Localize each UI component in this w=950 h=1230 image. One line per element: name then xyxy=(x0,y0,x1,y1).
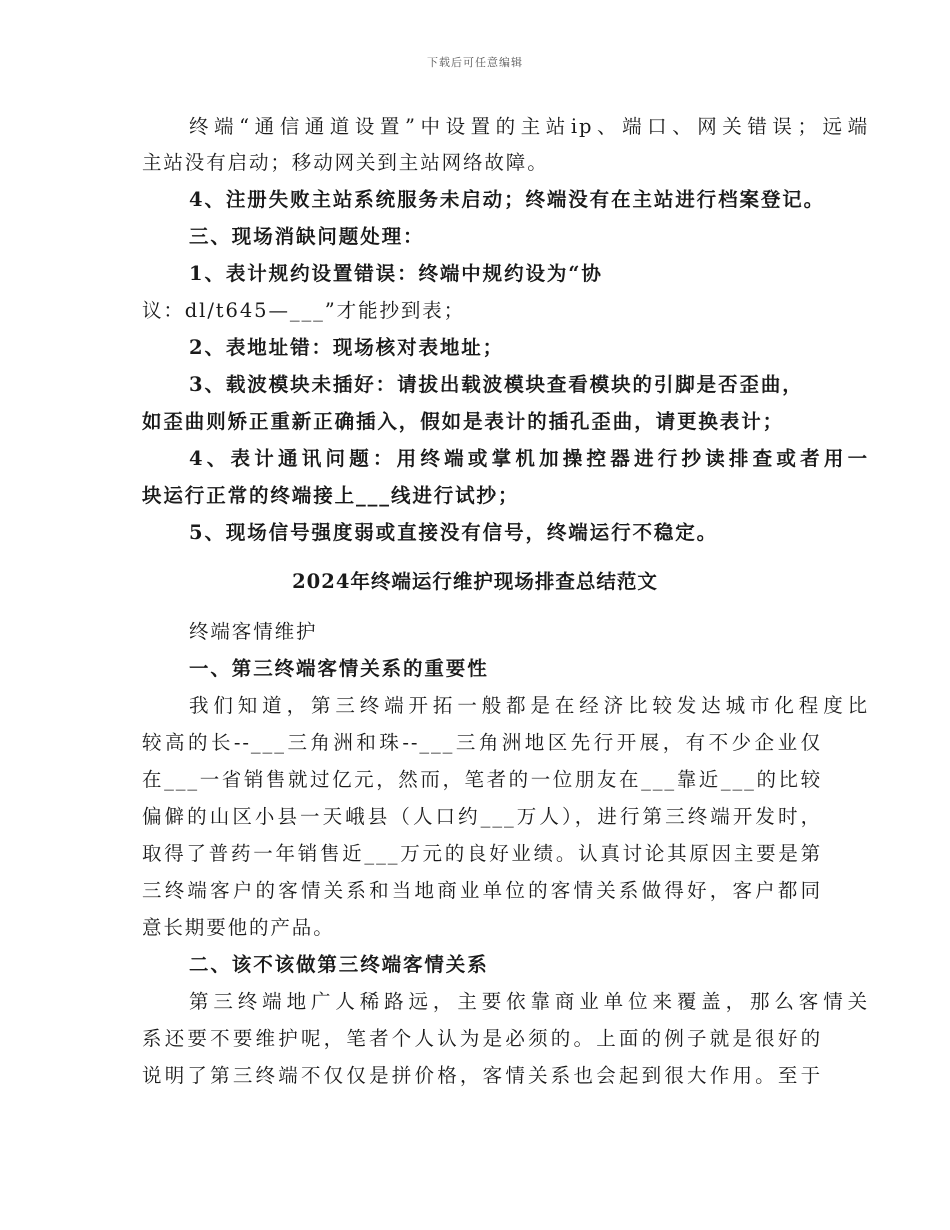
paragraph-line: 三终端客户的客情关系和当地商业单位的客情关系做得好，客户都同 xyxy=(142,879,822,902)
paragraph-line: 块运行正常的终端接上___线进行试抄； xyxy=(142,484,520,507)
paragraph-line: 偏僻的山区小县一天峨县（人口约___万人），进行第三终端开发时， xyxy=(142,805,822,828)
paragraph-line: 在___一省销售就过亿元，然而，笔者的一位朋友在___靠近___的比较 xyxy=(142,768,822,791)
paragraph-line: 较高的长--___三角洲和珠--___三角洲地区先行开展，有不少企业仅 xyxy=(142,731,822,754)
paragraph-line: 3、载波模块未插好：请拔出载波模块查看模块的引脚是否歪曲， xyxy=(189,373,804,396)
paragraph-line: 主站没有启动；移动网关到主站网络故障。 xyxy=(142,151,549,174)
paragraph-line: 取得了普药一年销售近___万元的良好业绩。认真讨论其原因主要是第 xyxy=(142,842,822,865)
page-header: 下载后可任意编辑 xyxy=(427,56,523,69)
paragraph-line: 终端客情维护 xyxy=(189,620,318,643)
paragraph-line: 4、注册失败主站系统服务未启动；终端没有在主站进行档案登记。 xyxy=(189,188,826,211)
paragraph-line: 5、现场信号强度弱或直接没有信号，终端运行不稳定。 xyxy=(189,521,719,544)
section-heading: 一、第三终端客情关系的重要性 xyxy=(189,657,489,680)
paragraph-line: 如歪曲则矫正重新正确插入，假如是表计的插孔歪曲，请更换表计； xyxy=(142,410,785,433)
paragraph-line: 第三终端地广人稀路远，主要依靠商业单位来覆盖，那么客情关 xyxy=(189,990,869,1013)
paragraph-line: 2、表地址错：现场核对表地址； xyxy=(189,336,505,359)
paragraph-line: 意长期要他的产品。 xyxy=(142,916,335,939)
paragraph-line: 系还要不要维护呢，笔者个人认为是必须的。上面的例子就是很好的 xyxy=(142,1027,822,1050)
paragraph-line: 终端“通信通道设置”中设置的主站ip、端口、网关错误；远端 xyxy=(189,115,869,138)
paragraph-line: 说明了第三终端不仅仅是拼价格，客情关系也会起到很大作用。至于 xyxy=(142,1064,822,1087)
paragraph-line: 4、表计通讯问题：用终端或掌机加操控器进行抄读排查或者用一 xyxy=(189,447,869,470)
section-heading: 二、该不该做第三终端客情关系 xyxy=(189,953,489,976)
paragraph-line: 我们知道，第三终端开拓一般都是在经济比较发达城市化程度比 xyxy=(189,694,869,717)
section-heading: 三、现场消缺问题处理： xyxy=(189,225,425,248)
document-title: 2024年终端运行维护现场排查总结范文 xyxy=(292,570,658,593)
paragraph-line: 议：dl/t645—___”才能抄到表； xyxy=(142,299,466,322)
paragraph-line: 1、表计规约设置错误：终端中规约设为“协 xyxy=(189,262,603,285)
